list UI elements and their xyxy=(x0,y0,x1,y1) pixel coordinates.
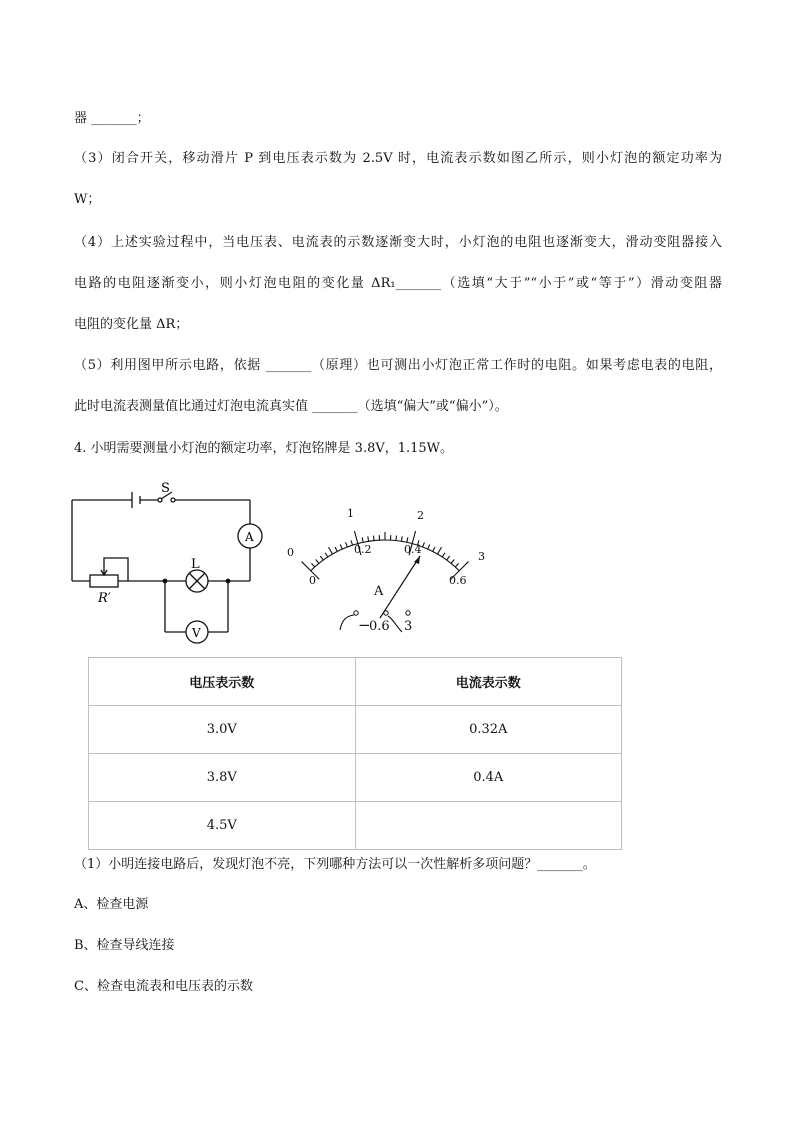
dial-tick xyxy=(351,540,353,545)
dial-tick xyxy=(325,553,328,557)
dial-tick xyxy=(320,556,323,560)
option-c: C、检查电流表和电压表的示数 xyxy=(74,979,253,994)
ammeter-label: A xyxy=(245,530,254,544)
cell-current: 0.4A xyxy=(355,754,622,802)
dial-tick xyxy=(442,553,445,557)
problem4-intro: 4. 小明需要测量小灯泡的额定功率，灯泡铭牌是 3.8V，1.15W。 xyxy=(74,441,454,456)
measurement-table xyxy=(88,657,622,850)
option-b: B、检查导线连接 xyxy=(74,938,175,953)
rheostat-label: R′ xyxy=(98,591,111,606)
header-voltage: 电压表示数 xyxy=(89,658,356,706)
q5-line1: （5）利用图甲所示电路，依据 _______（原理）也可测出小灯泡正常工作时的电阻。如果考虑电表的电阻， xyxy=(74,358,722,373)
dial-arc xyxy=(311,540,459,571)
dial-tick xyxy=(396,536,397,541)
cell-current: 0.32A xyxy=(355,706,622,754)
meter-unit-label: A xyxy=(374,584,384,599)
subquestion-1: （1）小明连接电路后，发现灯泡不亮，下列哪种方法可以一次性解析多项问题？_______。 xyxy=(74,857,596,872)
dial-tick xyxy=(311,563,314,567)
dial-tick xyxy=(340,545,342,550)
inner-label-02: 0.2 xyxy=(354,543,372,556)
table-row xyxy=(89,706,622,754)
dial-tick xyxy=(368,536,369,541)
wire-left xyxy=(340,615,354,630)
q4-line2: 电路的电阻逐渐变小，则小灯泡电阻的变化量 ΔR₁_______（选填“大于”“小于”或“等于”）滑动变阻器 xyxy=(74,276,722,291)
option-a: A、检查电源 xyxy=(74,897,149,912)
q4-line3: 电阻的变化量 ΔR； xyxy=(74,317,189,332)
table-row xyxy=(89,754,622,802)
dial-tick xyxy=(447,556,450,560)
wire-right xyxy=(388,616,402,632)
ammeter-dial xyxy=(280,500,490,640)
dial-tick xyxy=(451,560,454,564)
dial-tick xyxy=(362,537,363,542)
outer-label-2: 2 xyxy=(417,509,424,522)
line-qi: 器 _______； xyxy=(74,111,150,126)
dial-tick xyxy=(455,563,458,567)
dial-tick xyxy=(354,531,357,544)
inner-label-04: 0.4 xyxy=(404,543,422,556)
inner-label-06: 0.6 xyxy=(449,574,467,587)
lamp-label: L xyxy=(191,557,200,572)
q4-line1: （4）上述实验过程中，当电压表、电流表的示数逐渐变大时，小灯泡的电阻也逐渐变大，滑动变阻器接入 xyxy=(74,235,722,250)
outer-label-3: 3 xyxy=(478,550,485,563)
dial-tick xyxy=(329,547,333,554)
dial-tick xyxy=(423,542,425,547)
header-current: 电流表示数 xyxy=(355,658,622,706)
terminal-3: 3 xyxy=(404,619,413,634)
dial-tick xyxy=(438,547,442,554)
dial-tick xyxy=(412,531,415,544)
dial-tick xyxy=(335,547,337,551)
terminal-minus: − xyxy=(358,616,371,634)
dial-tick xyxy=(401,536,402,541)
dial-tick xyxy=(407,537,408,542)
cell-voltage: 4.5V xyxy=(89,802,356,850)
inner-label-0: 0 xyxy=(309,574,316,587)
dial-tick xyxy=(374,536,375,541)
outer-label-1: 1 xyxy=(347,507,354,520)
terminal-0.6: 0.6 xyxy=(369,619,390,634)
terminal-post-3 xyxy=(406,611,410,615)
cell-current xyxy=(355,802,622,850)
dial-tick xyxy=(346,542,348,547)
dial-tick xyxy=(428,545,430,550)
dial-tick xyxy=(459,562,468,571)
cell-voltage: 3.0V xyxy=(89,706,356,754)
dial-tick xyxy=(302,562,311,571)
table-row xyxy=(89,802,622,850)
switch-label: S xyxy=(161,481,170,496)
terminal-post-minus xyxy=(354,611,358,615)
dial-tick xyxy=(316,560,319,564)
voltmeter-label: V xyxy=(192,626,201,640)
dial-tick xyxy=(433,547,435,551)
cell-voltage: 3.8V xyxy=(89,754,356,802)
meter-pointer xyxy=(380,556,420,618)
q5-line2: 此时电流表测量值比通过灯泡电流真实值 _______（选填“偏大”或“偏小”）。 xyxy=(74,399,508,414)
q3-line1: （3）闭合开关，移动滑片 P 到电压表示数为 2.5V 时，电流表示数如图乙所示，则小灯泡的额定功率为 xyxy=(74,151,722,166)
q3-line2: W； xyxy=(74,192,101,207)
outer-label-0: 0 xyxy=(287,546,294,559)
terminal-post-06 xyxy=(384,611,388,615)
circuit-diagram xyxy=(60,478,280,648)
table-header-row xyxy=(89,658,622,706)
